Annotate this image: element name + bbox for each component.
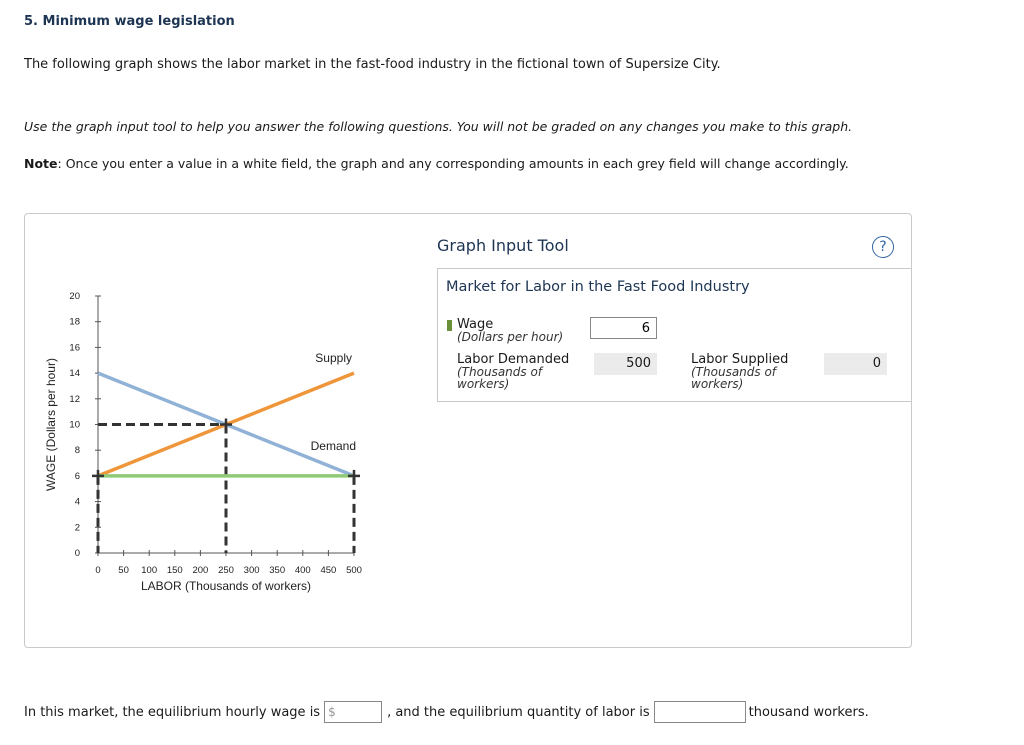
y-tick-label: 4 xyxy=(74,496,80,508)
x-tick-label: 200 xyxy=(192,565,209,576)
labor-supplied-value: 0 xyxy=(824,353,887,375)
y-tick-label: 2 xyxy=(74,522,80,534)
y-tick-label: 18 xyxy=(69,316,80,328)
labor-demanded-value: 500 xyxy=(594,353,657,375)
x-tick-label: 400 xyxy=(294,565,311,576)
question-title: 5. Minimum wage legislation xyxy=(24,14,235,29)
supply-label: Supply xyxy=(315,351,352,366)
y-tick-label: 20 xyxy=(69,291,80,302)
y-tick-label: 8 xyxy=(74,445,80,457)
y-tick-label: 14 xyxy=(69,368,80,380)
wage-input[interactable] xyxy=(590,317,657,339)
x-tick-label: 500 xyxy=(346,565,362,576)
labor-supplied-unit: (Thousands of workers) xyxy=(691,365,777,391)
market-title: Market for Labor in the Fast Food Industry xyxy=(446,279,750,295)
note-text xyxy=(24,156,849,171)
x-tick-label: 300 xyxy=(243,565,260,576)
x-tick-label: 50 xyxy=(118,565,129,576)
x-tick-label: 350 xyxy=(269,565,286,576)
y-tick-label: 6 xyxy=(74,470,80,482)
answer-text-middle: , and the equilibrium quantity of labor is xyxy=(387,704,650,720)
help-button[interactable]: ? xyxy=(872,236,894,258)
labor-supplied-label: Labor Supplied xyxy=(691,352,789,367)
intro-text: The following graph shows the labor market in the fast-food industry in the fictional town of Supersize City. xyxy=(24,57,721,72)
y-tick-label: 12 xyxy=(69,393,80,405)
instructions-text: Use the graph input tool to help you answer the following questions. You will not be graded on any changes you make to this graph. xyxy=(24,119,853,134)
x-tick-label: 150 xyxy=(166,565,183,576)
x-axis-title: LABOR (Thousands of workers) xyxy=(140,579,312,593)
equilibrium-wage-input[interactable]: $ xyxy=(324,701,382,723)
demand-label: Demand xyxy=(310,438,356,453)
note-label: Note xyxy=(24,156,58,171)
x-tick-label: 450 xyxy=(320,565,337,576)
labor-demanded-unit: (Thousands of workers) xyxy=(457,365,543,391)
wage-label: Wage xyxy=(457,317,494,332)
answer-sentence xyxy=(24,701,869,723)
x-tick-label: 100 xyxy=(141,565,158,576)
graph-input-tool-title: Graph Input Tool xyxy=(437,236,569,255)
wage-swatch-icon xyxy=(447,320,452,331)
wage-unit: (Dollars per hour) xyxy=(457,330,564,344)
equilibrium-quantity-input[interactable] xyxy=(654,701,746,723)
note-body: : Once you enter a value in a white field, the graph and any corresponding amounts in each grey field will change accordingly. xyxy=(57,156,849,171)
y-tick-label: 16 xyxy=(69,342,80,354)
y-tick-label: 0 xyxy=(74,548,80,559)
x-tick-label: 250 xyxy=(218,565,234,576)
answer-text-before: In this market, the equilibrium hourly wage is xyxy=(24,704,321,720)
y-axis-title: WAGE (Dollars per hour) xyxy=(44,358,58,491)
y-tick-label: 10 xyxy=(69,419,80,431)
labor-demanded-label: Labor Demanded xyxy=(457,352,570,367)
answer-text-after: thousand workers. xyxy=(748,704,869,720)
x-tick-label: 0 xyxy=(95,565,101,576)
